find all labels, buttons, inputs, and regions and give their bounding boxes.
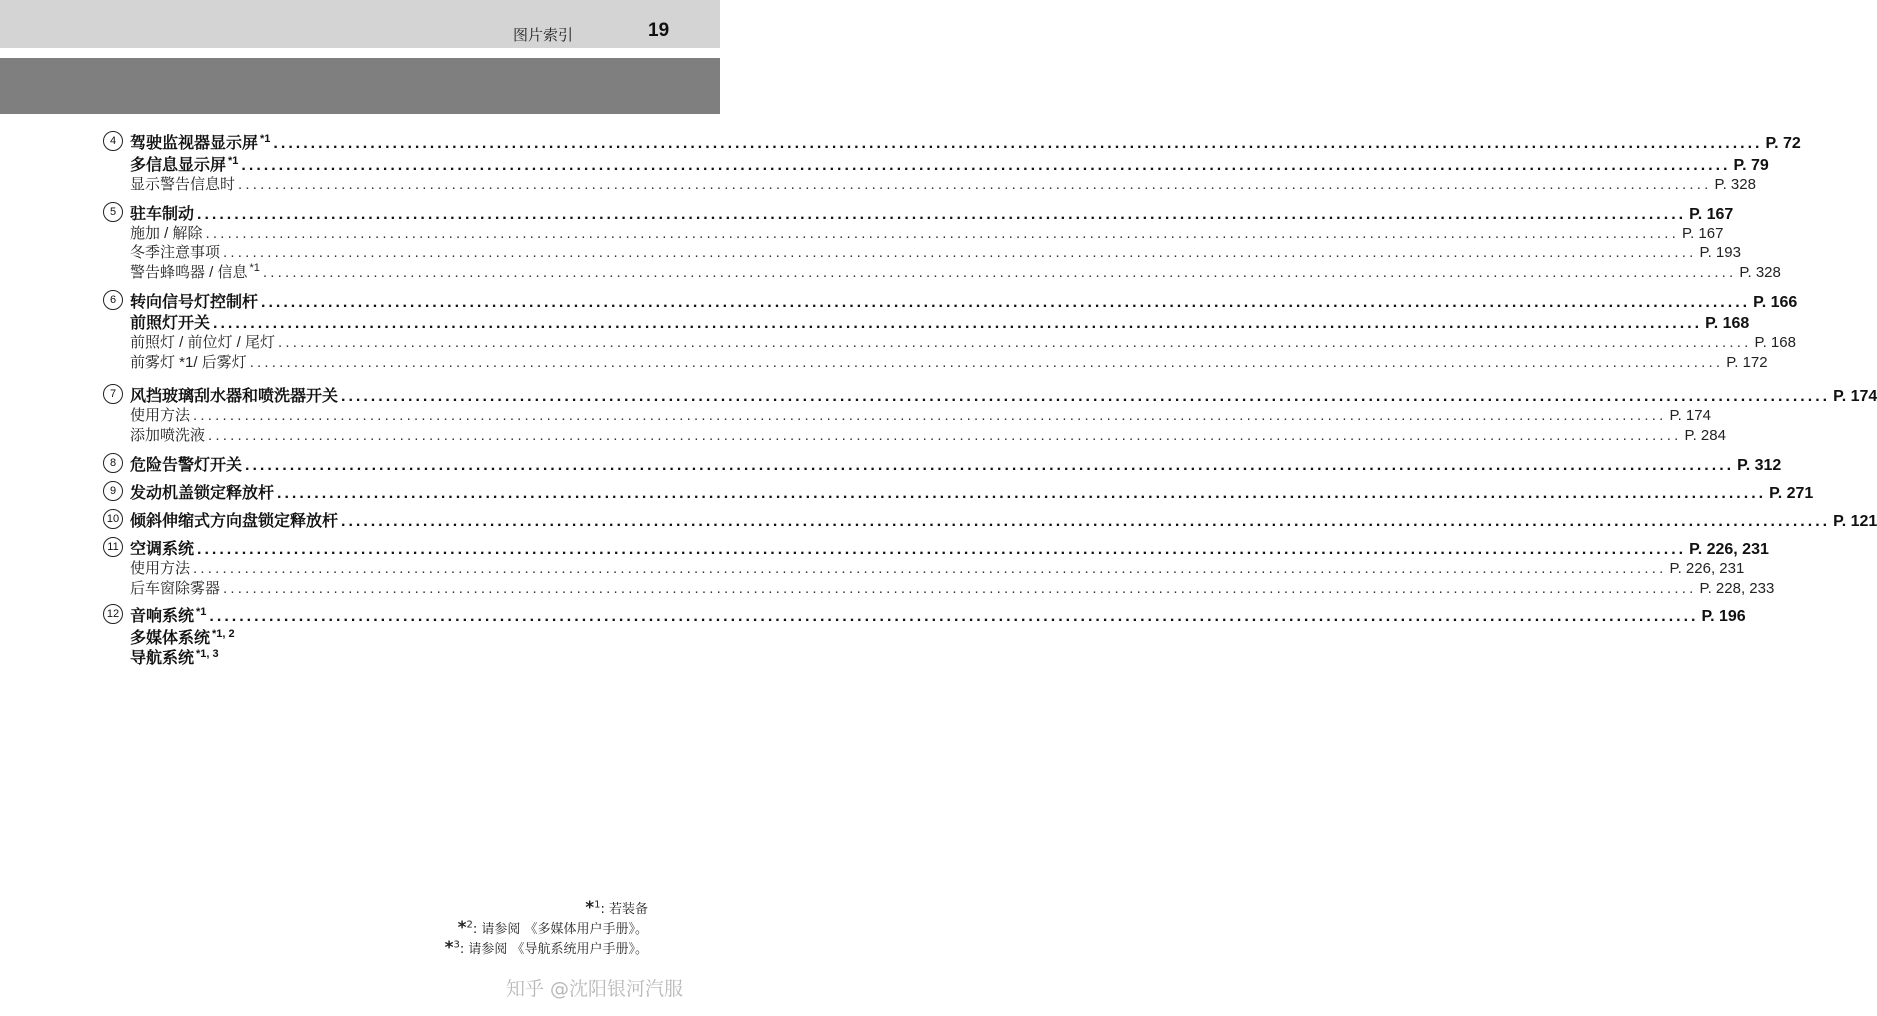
index-item-title: 驾驶监视器显示屏 $^{*1}$ (130, 132, 271, 152)
index-row (130, 130, 1801, 152)
leader-dots: ........................................................................................................................................................................................................ (277, 485, 1767, 502)
footnote-1: *$^1$: 若装备 (585, 898, 648, 918)
page-reference: P. 226, 231 (1669, 560, 1745, 577)
leader-dots: ........................................................................................................................................................................................................ (223, 580, 1697, 597)
item-number-circle: 8 (103, 453, 123, 473)
leader-dots: ........................................................................................................................................................................................................ (238, 176, 1712, 193)
index-item-title: 使用方法 (130, 560, 191, 577)
footnote-ref: *1 (196, 605, 207, 618)
page-reference: P. 328 (1739, 264, 1781, 281)
index-row (130, 222, 1724, 242)
index-item-title: 驻车制动 (130, 206, 195, 223)
index-row (130, 310, 1750, 332)
leader-dots: ........................................................................................................................................................................................................ (208, 427, 1682, 444)
index-item-title: 转向信号灯控制杆 (130, 294, 259, 311)
page-reference: P. 284 (1684, 427, 1726, 444)
leader-dots: ........................................................................................................................................................................................................ (241, 157, 1731, 174)
index-item-title: 多媒体系统 $^{*1, 2}$ (130, 627, 235, 647)
leader-dots: ........................................................................................................................................................................................................ (341, 388, 1831, 405)
index-row (130, 577, 1775, 597)
leader-dots: ........................................................................................................................................................................................................ (193, 407, 1667, 424)
index-row (130, 625, 620, 645)
watermark: 知乎 @沈阳银河汽服 (506, 978, 684, 1000)
index-item-title: 施加 / 解除 (130, 225, 203, 242)
page-reference: P. 167 (1689, 206, 1734, 223)
section-band (0, 58, 720, 114)
index-item-title: 前雾灯 *1/ 后雾灯 (130, 354, 247, 371)
leader-dots: ........................................................................................................................................................................................................ (341, 513, 1831, 530)
page-reference: P. 172 (1726, 354, 1768, 371)
index-item-title: 空调系统 (130, 541, 195, 558)
page-reference: P. 271 (1769, 485, 1814, 502)
leader-dots: ........................................................................................................................................................................................................ (213, 315, 1703, 332)
page-reference: P. 328 (1714, 176, 1756, 193)
item-number-circle: 5 (103, 202, 123, 222)
index-row (130, 404, 1711, 424)
page-reference: P. 174 (1833, 388, 1877, 405)
index-item-title: 倾斜伸缩式方向盘锁定释放杆 (130, 513, 339, 530)
index-item-title: 显示警告信息时 (130, 176, 236, 193)
leader-dots: ........................................................................................................................................................................................................ (223, 244, 1697, 261)
index-row (130, 351, 1768, 371)
leader-dots: ........................................................................................................................................................................................................ (249, 354, 1724, 371)
footnotes (445, 898, 648, 958)
leader-dots: ........................................................................................................................................................................................................ (278, 334, 1752, 351)
page-reference: P. 196 (1701, 608, 1746, 625)
footnote-2: *$^2$: 请参阅 《多媒体用户手册》。 (457, 918, 648, 938)
index-item-title: 冬季注意事项 (130, 244, 221, 261)
item-number-circle: 12 (103, 604, 123, 624)
page-reference: P. 312 (1737, 457, 1782, 474)
leader-dots: ........................................................................................................................................................................................................ (273, 135, 1763, 152)
item-number-circle: 4 (103, 131, 123, 151)
index-row (130, 152, 1769, 174)
page-reference: P. 79 (1733, 157, 1769, 174)
index-row (130, 261, 1781, 281)
page-reference: P. 226, 231 (1689, 541, 1769, 558)
index-row (130, 173, 1756, 193)
index-item-title: 使用方法 (130, 407, 191, 424)
page-reference: P. 174 (1669, 407, 1711, 424)
page-reference: P. 166 (1753, 294, 1798, 311)
index-row (130, 289, 1798, 311)
leader-dots: ........................................................................................................................................................................................................ (197, 541, 1687, 558)
leader-dots: ........................................................................................................................................................................................................ (245, 457, 1735, 474)
page-header-title: 图片索引 (513, 26, 574, 44)
index-item-title: 前照灯开关 (130, 315, 211, 332)
page-reference: P. 168 (1705, 315, 1750, 332)
item-number-circle: 7 (103, 384, 123, 404)
footnote-ref: *1, 2 (212, 627, 235, 640)
leader-dots: ........................................................................................................................................................................................................ (193, 560, 1667, 577)
index-item-title: 发动机盖锁定释放杆 (130, 485, 275, 502)
item-number-circle: 9 (103, 481, 123, 501)
index-item-title: 危险告警灯开关 (130, 457, 243, 474)
index-item-title: 警告蜂鸣器 / 信息 $^{*1}$ (130, 262, 260, 281)
index-item-title: 导航系统 $^{*1, 3}$ (130, 647, 219, 667)
leader-dots: ........................................................................................................................................................................................................ (197, 206, 1687, 223)
index-row (130, 241, 1741, 261)
index-item-title: 前照灯 / 前位灯 / 尾灯 (130, 334, 276, 351)
index-item-title: 音响系统 $^{*1}$ (130, 605, 207, 625)
page-number: 19 (648, 20, 670, 41)
footnote-ref: *1 (228, 154, 239, 167)
index-row (130, 603, 1746, 625)
footnote-3: *$^3$: 请参阅 《导航系统用户手册》。 (444, 938, 648, 958)
index-row (130, 508, 1877, 530)
page-reference: P. 228, 233 (1699, 580, 1775, 597)
item-number-circle: 10 (103, 509, 123, 529)
index-row (130, 452, 1782, 474)
page-reference: P. 167 (1682, 225, 1724, 242)
index-item-title: 风挡玻璃刮水器和喷洗器开关 (130, 388, 339, 405)
leader-dots: ........................................................................................................................................................................................................ (261, 294, 1751, 311)
index-row (130, 480, 1814, 502)
leader-dots: ........................................................................................................................................................................................................ (205, 225, 1680, 242)
leader-dots: ........................................................................................................................................................................................................ (262, 264, 1737, 281)
leader-dots: ........................................................................................................................................................................................................ (209, 608, 1699, 625)
page-reference: P. 168 (1754, 334, 1796, 351)
index-row (130, 331, 1796, 351)
footnote-ref: *1 (249, 262, 260, 274)
page-reference: P. 193 (1699, 244, 1741, 261)
index-row (130, 557, 1745, 577)
index-row (130, 383, 1877, 405)
index-item-title: 后车窗除雾器 (130, 580, 221, 597)
item-number-circle: 11 (103, 537, 123, 557)
index-row (130, 536, 1769, 558)
index-item-title: 多信息显示屏 $^{*1}$ (130, 154, 239, 174)
footnote-ref: *1 (260, 132, 271, 145)
page-reference: P. 121 (1833, 513, 1877, 530)
page-reference: P. 72 (1765, 135, 1801, 152)
footnote-ref: *1, 3 (196, 647, 219, 660)
index-item-title: 添加喷洗液 (130, 427, 206, 444)
index-row (130, 645, 620, 665)
header-band (0, 0, 720, 48)
index-row (130, 201, 1734, 223)
item-number-circle: 6 (103, 290, 123, 310)
index-row (130, 424, 1726, 444)
